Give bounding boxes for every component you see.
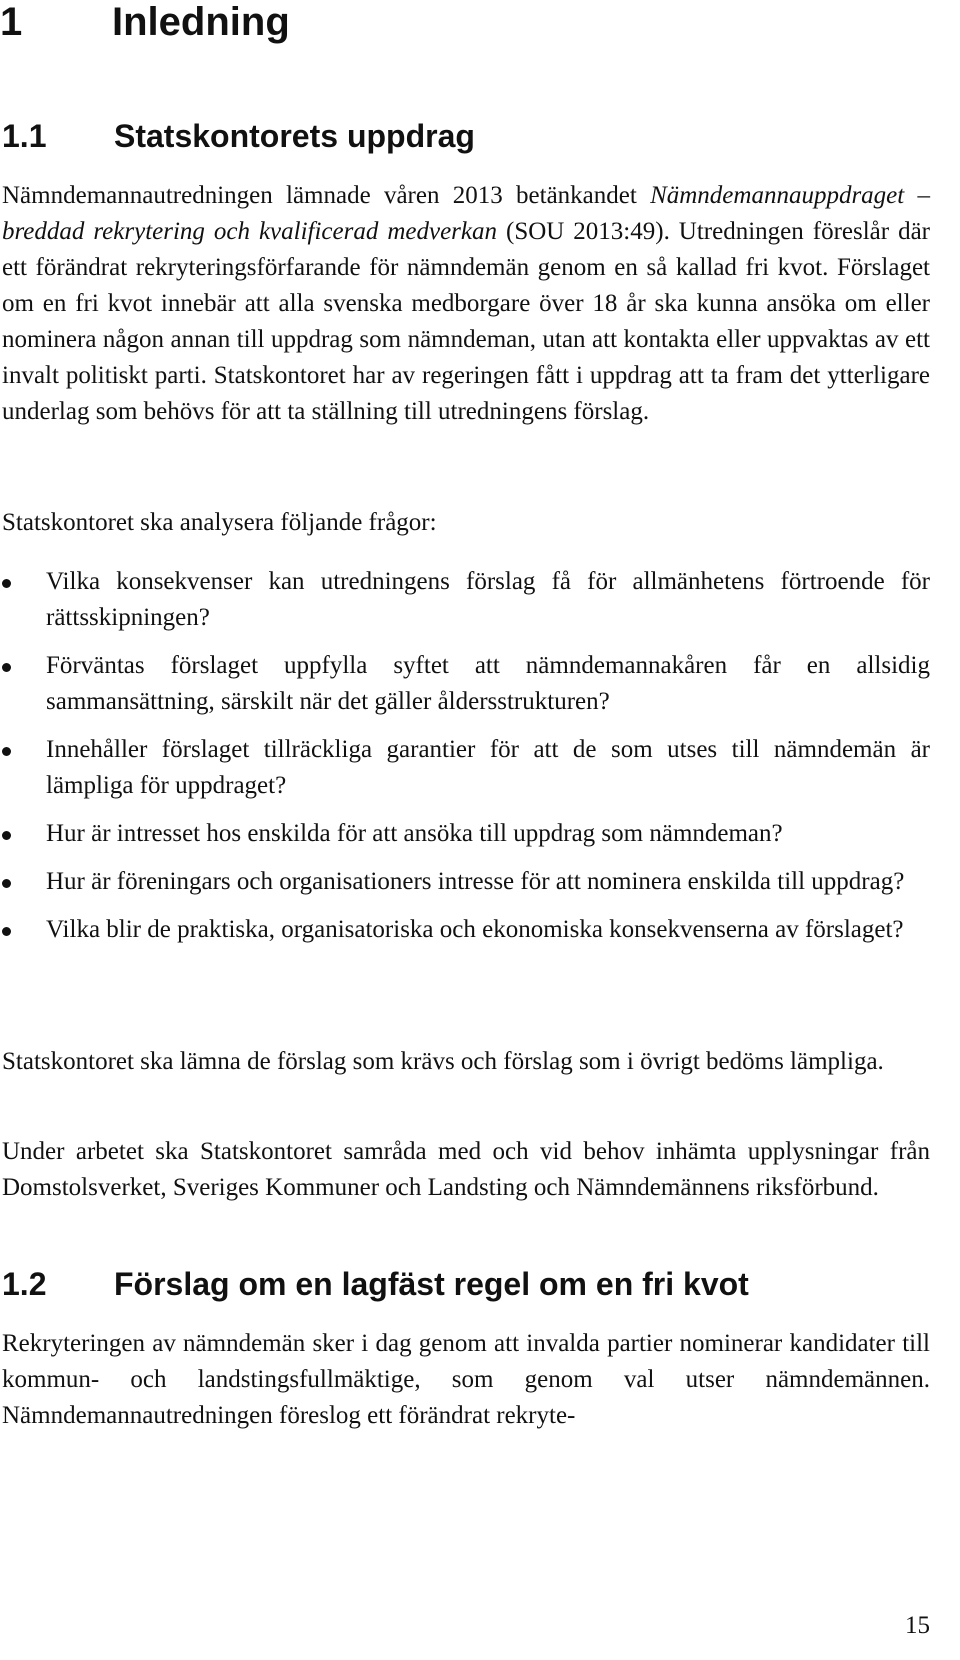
list-item-text: Förväntas förslaget uppfylla syftet att nämndemannakåren får en allsidig sammansättning, särskilt när det gäller åldersstrukturen? <box>46 652 930 715</box>
list-item <box>0 816 930 852</box>
list-item-text: Innehåller förslaget tillräckliga garantier för att de som utses till nämndemän är lämpliga för uppdraget? <box>46 736 930 799</box>
list-item-text: Vilka konsekvenser kan utredningens förslag få för allmänhetens förtroende för rättsskipningen? <box>46 568 930 631</box>
list-item-text: Hur är föreningars och organisationers intresse för att nominera enskilda till uppdrag? <box>46 868 905 895</box>
questions-intro: Statskontoret ska analysera följande frågor: <box>2 509 437 536</box>
report-title: Nämndemannauppdraget – breddad rekrytering och kvalificerad medverkan <box>2 182 930 245</box>
consultation-paragraph: Under arbetet ska Statskontoret samråda med och vid behov inhämta upplysningar från Domstolsverket, Sveriges Kommuner och Landsting och Nämndemännens riksförbund. <box>2 1138 930 1201</box>
bullet-icon <box>2 831 11 840</box>
bullet-icon <box>2 747 11 756</box>
list-item-text: Hur är intresset hos enskilda för att ansöka till uppdrag som nämndeman? <box>46 820 783 847</box>
section-number: 1.1 <box>2 118 47 154</box>
bullet-icon <box>2 879 11 888</box>
list-item <box>0 912 930 948</box>
bullet-icon <box>2 579 11 588</box>
proposals-paragraph: Statskontoret ska lämna de förslag som krävs och förslag som i övrigt bedöms lämpliga. <box>2 1048 884 1075</box>
list-item <box>0 564 930 636</box>
bullet-icon <box>2 663 11 672</box>
chapter-heading <box>0 0 290 44</box>
page-number: 15 <box>905 1612 930 1639</box>
section-title: Förslag om en lagfäst regel om en fri kvot <box>114 1266 749 1302</box>
intro-text-2: (SOU 2013:49). Utredningen föreslår där ett förändrat rekryteringsförfarande för nämndemän genom en så kallad fri kvot. Förslaget om en fri kvot innebär att alla svenska medborgare över 18 år ska kunna ansöka om eller nominera någon annan till uppdrag som nämndeman, utan att kontakta eller uppvaktas av ett invalt politiskt parti. Statskontoret har av regeringen fått i uppdrag att ta fram det ytterligare underlag som behövs för att ta ställning till utredningens förslag. <box>2 218 930 425</box>
section-number: 1.2 <box>2 1266 47 1302</box>
bullet-icon <box>2 927 11 936</box>
chapter-title: Inledning <box>112 0 290 44</box>
section-heading-1-1 <box>2 116 475 156</box>
chapter-number: 1 <box>0 0 23 44</box>
section-heading-1-2 <box>2 1264 749 1304</box>
list-item-text: Vilka blir de praktiska, organisatoriska och ekonomiska konsekvenserna av förslaget? <box>46 916 904 943</box>
questions-list <box>0 564 930 948</box>
intro-text-1: Nämndemannautredningen lämnade våren 2013 betänkandet <box>2 182 651 209</box>
list-item <box>0 864 930 900</box>
section-1-2-paragraph: Rekryteringen av nämndemän sker i dag genom att invalda partier nominerar kandidater till kommun- och landstingsfullmäktige, som genom val utser nämndemännen. Nämndemannautredningen föreslog ett förändrat rekryte- <box>2 1330 930 1429</box>
list-item <box>0 732 930 804</box>
section-title: Statskontorets uppdrag <box>114 118 475 154</box>
intro-paragraph <box>2 178 930 430</box>
list-item <box>0 648 930 720</box>
